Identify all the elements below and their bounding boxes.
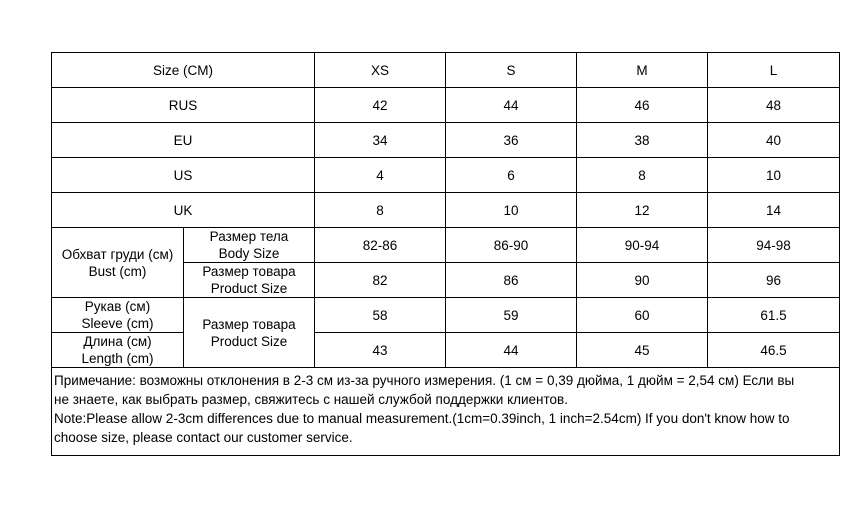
sleeve-label-ru: Рукав (см) [84, 299, 151, 314]
note-line-ru-1: Примечание: возможны отклонения в 2-3 см из-за ручного измерения. (1 см = 0,39 дюйма, 1 дюйм = 2,54 см) Если вы [54, 373, 795, 388]
header-row [52, 53, 840, 88]
note-line-en-1: Note:Please allow 2-3cm differences due to manual measurement.(1cm=0.39inch, 1 inch=2.54cm) If you don't know how to [54, 411, 790, 426]
table-row-uk [52, 193, 840, 228]
size-chart-table [51, 52, 840, 456]
table-cell: 36 [446, 123, 577, 158]
body-size-label-en: Body Size [218, 246, 280, 261]
sub-label-body-size [184, 228, 315, 263]
sub-label-product-size [184, 263, 315, 298]
size-l-header: L [708, 53, 840, 88]
table-cell: 48 [708, 88, 840, 123]
table-row-sleeve [52, 298, 840, 333]
product-size-label-ru: Размер товара [202, 264, 296, 279]
note-line-ru-2: не знаете, как выбрать размер, свяжитесь с нашей службой поддержки клиентов. [54, 392, 568, 407]
table-cell: 44 [446, 88, 577, 123]
length-label-en: Length (cm) [81, 351, 154, 366]
table-cell: 6 [446, 158, 577, 193]
table-cell: 59 [446, 298, 577, 333]
table-cell: 42 [315, 88, 446, 123]
table-cell: 96 [708, 263, 840, 298]
table-cell: 82 [315, 263, 446, 298]
table-cell: 43 [315, 333, 446, 368]
length-label-ru: Длина (см) [83, 334, 152, 349]
measurement-note [52, 368, 840, 456]
table-cell: 90 [577, 263, 708, 298]
table-cell: 86 [446, 263, 577, 298]
table-row-eu [52, 123, 840, 158]
bust-label-ru: Обхват груди (см) [61, 246, 174, 262]
table-cell: 34 [315, 123, 446, 158]
row-label-bust [52, 228, 184, 298]
table-row-rus [52, 88, 840, 123]
table-cell: 60 [577, 298, 708, 333]
table-cell: 44 [446, 333, 577, 368]
row-label-length [52, 333, 184, 368]
table-cell: 45 [577, 333, 708, 368]
table-cell: 4 [315, 158, 446, 193]
table-cell: 46.5 [708, 333, 840, 368]
table-row-length [52, 333, 840, 368]
sub-label-product-size-merged [184, 298, 315, 368]
row-label-uk: UK [52, 193, 315, 228]
table-row-bust-body [52, 228, 840, 263]
size-xs-header: XS [315, 53, 446, 88]
row-label-sleeve [52, 298, 184, 333]
table-cell: 46 [577, 88, 708, 123]
size-s-header: S [446, 53, 577, 88]
table-cell: 61.5 [708, 298, 840, 333]
table-cell: 38 [577, 123, 708, 158]
row-label-us: US [52, 158, 315, 193]
table-cell: 8 [577, 158, 708, 193]
note-row [52, 368, 840, 456]
table-cell: 8 [315, 193, 446, 228]
sleeve-label-en: Sleeve (cm) [81, 316, 154, 331]
table-row-us [52, 158, 840, 193]
size-header-label: Size (CM) [52, 53, 315, 88]
table-cell: 94-98 [708, 228, 840, 263]
body-size-label-ru: Размер тела [209, 229, 289, 244]
table-cell: 12 [577, 193, 708, 228]
table-cell: 10 [708, 158, 840, 193]
product-size-merged-label-ru: Размер товара [202, 316, 296, 332]
size-m-header: M [577, 53, 708, 88]
table-cell: 40 [708, 123, 840, 158]
note-line-en-2: choose size, please contact our customer service. [54, 430, 353, 445]
row-label-rus: RUS [52, 88, 315, 123]
row-label-eu: EU [52, 123, 315, 158]
table-cell: 58 [315, 298, 446, 333]
table-cell: 10 [446, 193, 577, 228]
product-size-merged-label-en: Product Size [210, 333, 288, 349]
bust-label-en: Bust (cm) [88, 263, 147, 279]
table-cell: 14 [708, 193, 840, 228]
table-cell: 90-94 [577, 228, 708, 263]
table-cell: 86-90 [446, 228, 577, 263]
product-size-label-en: Product Size [210, 281, 288, 296]
table-cell: 82-86 [315, 228, 446, 263]
